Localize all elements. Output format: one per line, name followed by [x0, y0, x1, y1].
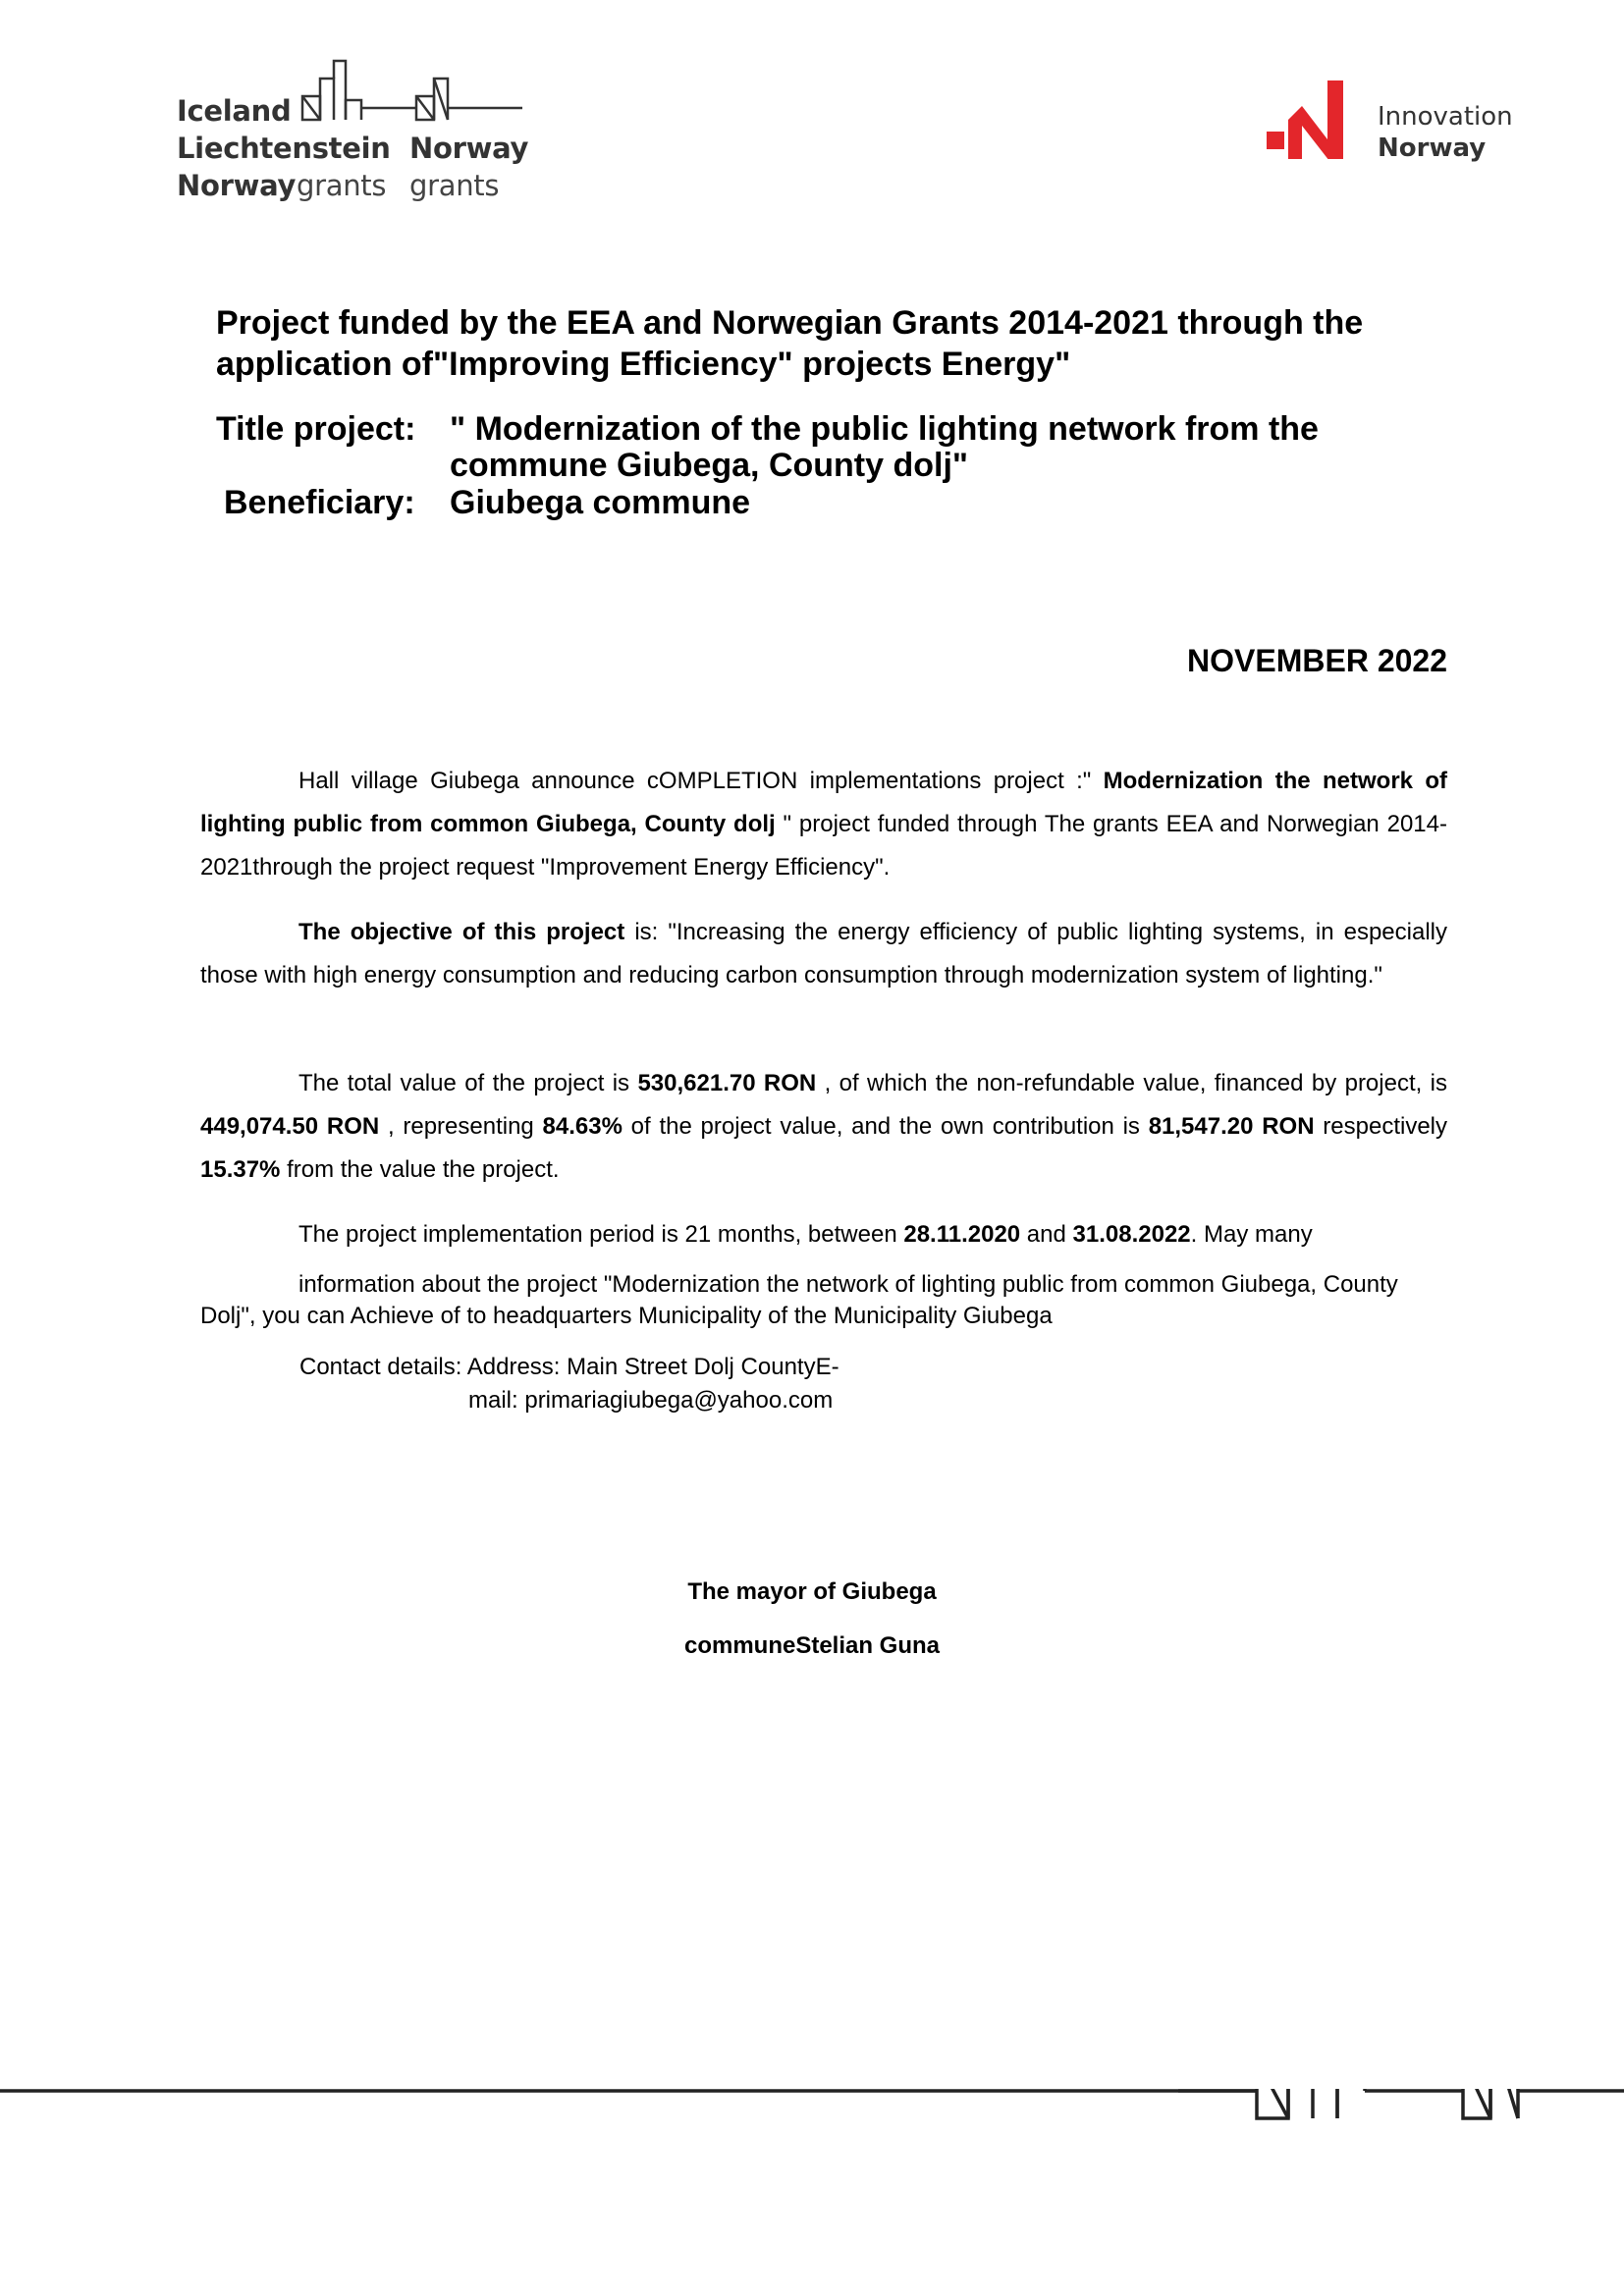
- paragraph-objective: [200, 911, 1447, 997]
- total-value: 530,621.70 RON: [637, 1070, 817, 1096]
- contact-line-1: Contact details: Address: Main Street Dolj CountyE-: [299, 1354, 839, 1380]
- own-contribution-value: 81,547.20 RON: [1148, 1113, 1315, 1140]
- p2-text: is: "Increasing the energy efficiency of public lighting systems, in especially those with high energy consumption and reducing carbon consumption through modernization system of lighting.": [200, 919, 1447, 988]
- paragraph-period: [200, 1213, 1447, 1256]
- innovation-norway-text-1: Innovation: [1378, 102, 1513, 132]
- eea-logo-grants-2: grants: [409, 169, 500, 202]
- contact-details: [299, 1351, 839, 1417]
- p3-text-c: , representing: [379, 1113, 543, 1140]
- eea-logo-iceland: Iceland: [177, 94, 292, 128]
- start-date: 28.11.2020: [903, 1221, 1021, 1248]
- end-date: 31.08.2022: [1072, 1221, 1191, 1248]
- p3-text-e: respectively: [1314, 1113, 1448, 1140]
- p4-text-b: and: [1020, 1221, 1073, 1248]
- p3-text-b: , of which the non-refundable value, financed by project, is: [816, 1070, 1447, 1096]
- eea-logo-liechtenstein: Liechtenstein: [177, 132, 391, 165]
- info-line-2: Dolj", you can Achieve of to headquarters Municipality of the Municipality Giubega: [200, 1303, 1053, 1329]
- p3-text-d: of the project value, and the own contribution is: [622, 1113, 1149, 1140]
- p1-text-a: Hall village Giubega announce cOMPLETION implementations project :": [298, 768, 1104, 794]
- non-refundable-percent: 84.63%: [542, 1113, 623, 1140]
- title-value-1: " Modernization of the public lighting network from the: [450, 410, 1319, 448]
- contact-email: mail: primariagiubega@yahoo.com: [468, 1387, 834, 1414]
- signature-title: The mayor of Giubega: [687, 1578, 937, 1605]
- beneficiary-value: Giubega commune: [450, 484, 751, 521]
- p4-text-c: . May many: [1190, 1221, 1313, 1248]
- beneficiary-label: Beneficiary:: [224, 484, 415, 521]
- paragraph-announcement: [200, 760, 1447, 889]
- paragraph-information: [200, 1269, 1447, 1332]
- own-contribution-percent: 15.37%: [200, 1156, 281, 1183]
- p4-text-a: The project implementation period is 21 months, between: [298, 1221, 904, 1248]
- signature-name: communeStelian Guna: [683, 1632, 941, 1659]
- p3-text-a: The total value of the project is: [298, 1070, 638, 1096]
- innovation-norway-logo: [1265, 80, 1520, 169]
- document-heading: [216, 302, 1394, 385]
- p1-text-c: " project funded through The grants EEA and Norwegian 2014-2021through the project request "Improvement Energy Efficiency".: [200, 811, 1447, 881]
- non-refundable-value: 449,074.50 RON: [200, 1113, 380, 1140]
- p2-label: The objective of this project: [298, 919, 625, 945]
- heading-line-2: application of"Improving Efficiency" projects Energy": [216, 346, 1071, 383]
- title-value-2: commune Giubega, County dolj": [450, 447, 969, 484]
- eea-logo-grants-1: grants: [297, 169, 387, 202]
- paragraph-values: [200, 1062, 1447, 1192]
- title-label: Title project:: [216, 410, 416, 448]
- heading-line-1: Project funded by the EEA and Norwegian Grants 2014-2021 through the: [216, 304, 1364, 342]
- p3-text-f: from the value the project.: [280, 1156, 560, 1183]
- eea-norway-grants-logo: [177, 57, 540, 204]
- innovation-norway-text-2: Norway: [1378, 133, 1487, 163]
- document-date: NOVEMBER 2022: [1187, 643, 1447, 678]
- eea-logo-norway: Norway: [409, 132, 529, 165]
- footer-skyline-icon: [0, 2089, 1624, 2246]
- info-line-1: information about the project "Modernization the network of lighting public from common Giubega, County: [298, 1271, 1398, 1298]
- p1-project-name: Modernization the network of lighting public from common Giubega, County dolj: [200, 768, 1447, 837]
- innovation-norway-mark-icon: [1265, 80, 1363, 159]
- eea-logo-norway-2: Norway: [177, 169, 297, 202]
